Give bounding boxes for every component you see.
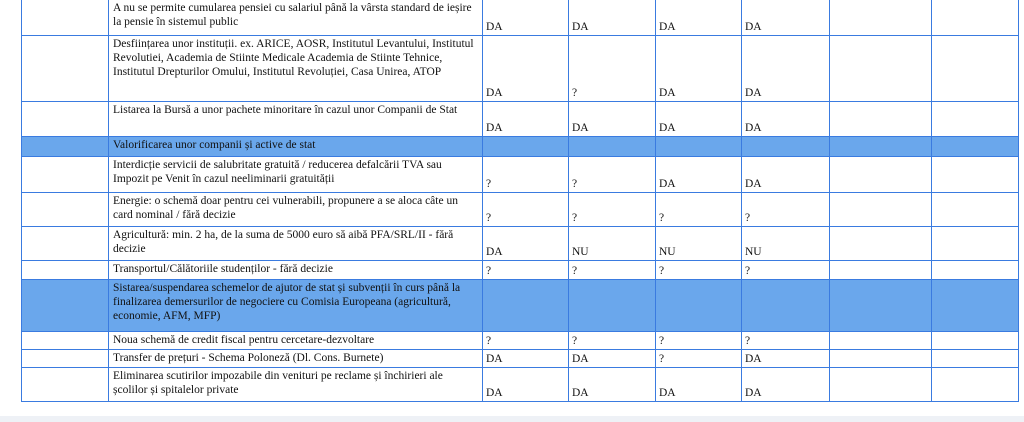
row-number-cell: [22, 332, 109, 350]
empty-cell: [932, 36, 1019, 102]
table-row: [22, 227, 1019, 261]
status-cell-1: DA: [483, 350, 569, 368]
table-row: [22, 36, 1019, 102]
measure-description: Sistarea/suspendarea schemelor de ajutor de stat și subvenții în curs până la finalizarea demersurilor de negociere cu Comisia Europeana (agricultură, economie, AFM, MFP): [109, 280, 483, 332]
measures-table-body: [22, 0, 1019, 402]
status-cell-1: ?: [483, 193, 569, 227]
empty-cell: [830, 368, 932, 402]
empty-cell: [830, 137, 932, 157]
table-row: [22, 157, 1019, 193]
status-cell-4: ?: [742, 261, 830, 280]
empty-cell: [830, 193, 932, 227]
measure-description: Energie: o schemă doar pentru cei vulnerabili, propunere a se aloca câte un card nominal / fără decizie: [109, 193, 483, 227]
measure-description: Noua schemă de credit fiscal pentru cercetare-dezvoltare: [109, 332, 483, 350]
empty-cell: [932, 227, 1019, 261]
status-cell-4: DA: [742, 157, 830, 193]
status-cell-4: [742, 137, 830, 157]
row-number-cell: [22, 102, 109, 137]
status-cell-1: DA: [483, 227, 569, 261]
status-cell-2: DA: [569, 368, 656, 402]
status-cell-1: DA: [483, 102, 569, 137]
status-cell-1: ?: [483, 332, 569, 350]
status-cell-3: [656, 280, 742, 332]
empty-cell: [932, 261, 1019, 280]
status-cell-2: NU: [569, 227, 656, 261]
empty-cell: [830, 102, 932, 137]
row-number-cell: [22, 280, 109, 332]
measure-description: Transfer de prețuri - Schema Poloneză (Dl. Cons. Burnete): [109, 350, 483, 368]
status-cell-4: DA: [742, 36, 830, 102]
empty-cell: [932, 193, 1019, 227]
empty-cell: [932, 280, 1019, 332]
status-cell-1: [483, 280, 569, 332]
empty-cell: [830, 36, 932, 102]
measure-description: Listarea la Bursă a unor pachete minoritare în cazul unor Companii de Stat: [109, 102, 483, 137]
row-number-cell: [22, 368, 109, 402]
status-cell-3: ?: [656, 332, 742, 350]
row-number-cell: [22, 350, 109, 368]
table-row: [22, 102, 1019, 137]
status-cell-1: DA: [483, 36, 569, 102]
status-cell-2: ?: [569, 332, 656, 350]
empty-cell: [932, 0, 1019, 36]
status-cell-1: ?: [483, 261, 569, 280]
status-cell-4: [742, 280, 830, 332]
status-cell-3: ?: [656, 350, 742, 368]
table-row: [22, 368, 1019, 402]
status-cell-4: DA: [742, 350, 830, 368]
status-cell-1: ?: [483, 157, 569, 193]
empty-cell: [830, 0, 932, 36]
page-bottom-margin: [0, 416, 1024, 422]
table-row: [22, 332, 1019, 350]
status-cell-4: NU: [742, 227, 830, 261]
status-cell-2: [569, 137, 656, 157]
empty-cell: [830, 350, 932, 368]
empty-cell: [830, 332, 932, 350]
status-cell-2: DA: [569, 350, 656, 368]
measure-description: Desființarea unor instituții. ex. ARICE, AOSR, Institutul Levantului, Institutul Revolutiei, Academia de Stiinte Medicale Academia de Stiinte Tehnice, Institutul Drepturilor Omului, Institutul Revoluției, Casa Unirea, ATOP: [109, 36, 483, 102]
status-cell-4: DA: [742, 102, 830, 137]
status-cell-3: [656, 137, 742, 157]
status-cell-1: DA: [483, 0, 569, 36]
status-cell-3: DA: [656, 102, 742, 137]
status-cell-2: [569, 280, 656, 332]
empty-cell: [830, 157, 932, 193]
measure-description: A nu se permite cumularea pensiei cu salariul până la vârsta standard de ieșire la pensie în sistemul public: [109, 0, 483, 36]
status-cell-3: ?: [656, 193, 742, 227]
row-number-cell: [22, 157, 109, 193]
measure-description: Agricultură: min. 2 ha, de la suma de 5000 euro să aibă PFA/SRL/II - fără decizie: [109, 227, 483, 261]
measures-table: [21, 0, 1019, 402]
empty-cell: [932, 157, 1019, 193]
section-row: [22, 280, 1019, 332]
empty-cell: [830, 280, 932, 332]
status-cell-3: NU: [656, 227, 742, 261]
empty-cell: [932, 368, 1019, 402]
measure-description: Valorificarea unor companii și active de stat: [109, 137, 483, 157]
table-row: [22, 261, 1019, 280]
status-cell-4: DA: [742, 0, 830, 36]
status-cell-4: ?: [742, 193, 830, 227]
status-cell-4: ?: [742, 332, 830, 350]
status-cell-1: [483, 137, 569, 157]
measure-description: Interdicție servicii de salubritate gratuită / reducerea defalcării TVA sau Impozit pe Venit în cazul neeliminarii gratuității: [109, 157, 483, 193]
status-cell-2: DA: [569, 0, 656, 36]
table-row: [22, 0, 1019, 36]
section-row: [22, 137, 1019, 157]
status-cell-4: DA: [742, 368, 830, 402]
row-number-cell: [22, 193, 109, 227]
row-number-cell: [22, 0, 109, 36]
status-cell-3: DA: [656, 36, 742, 102]
row-number-cell: [22, 137, 109, 157]
status-cell-2: ?: [569, 193, 656, 227]
status-cell-2: DA: [569, 102, 656, 137]
empty-cell: [932, 137, 1019, 157]
status-cell-3: DA: [656, 157, 742, 193]
row-number-cell: [22, 261, 109, 280]
empty-cell: [932, 332, 1019, 350]
row-number-cell: [22, 227, 109, 261]
status-cell-3: DA: [656, 368, 742, 402]
measure-description: Transportul/Călătoriile studenților - fără decizie: [109, 261, 483, 280]
status-cell-2: ?: [569, 36, 656, 102]
status-cell-3: DA: [656, 0, 742, 36]
measure-description: Eliminarea scutirilor impozabile din venituri pe reclame și închirieri ale școlilor și spitalelor private: [109, 368, 483, 402]
status-cell-2: ?: [569, 157, 656, 193]
empty-cell: [932, 102, 1019, 137]
status-cell-3: ?: [656, 261, 742, 280]
table-row: [22, 193, 1019, 227]
empty-cell: [932, 350, 1019, 368]
row-number-cell: [22, 36, 109, 102]
status-cell-1: DA: [483, 368, 569, 402]
status-cell-2: ?: [569, 261, 656, 280]
table-row: [22, 350, 1019, 368]
empty-cell: [830, 227, 932, 261]
empty-cell: [830, 261, 932, 280]
